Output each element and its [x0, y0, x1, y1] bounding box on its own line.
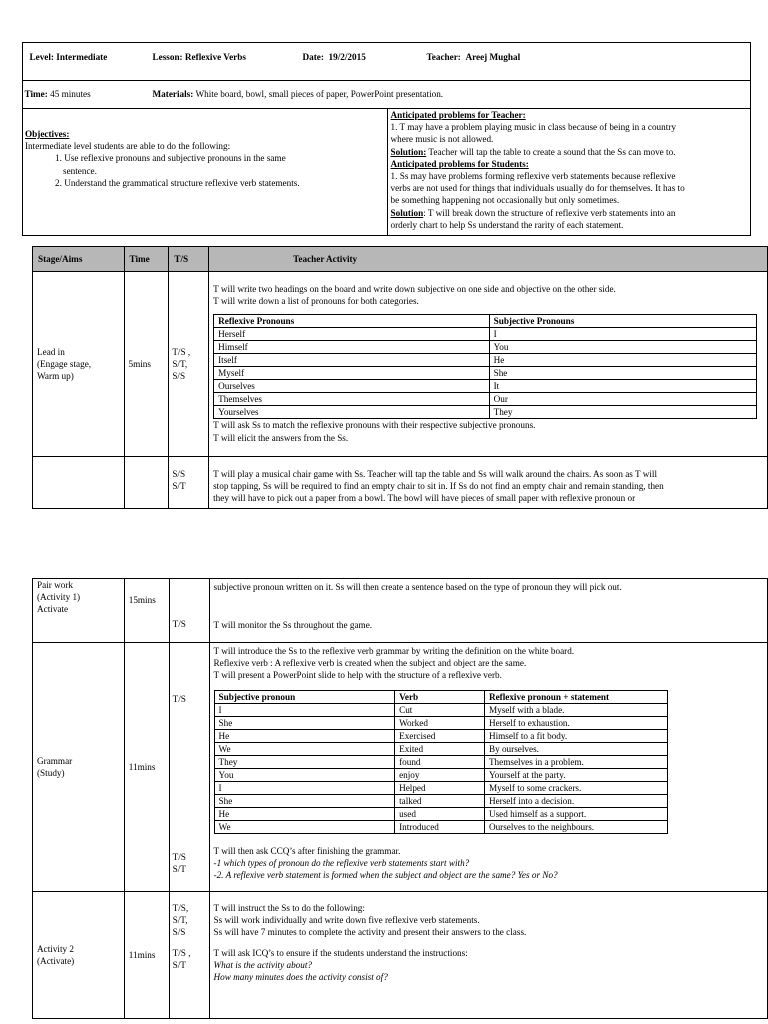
- pair-work-activity: [209, 579, 767, 643]
- activity2-ts-2: T/S , S/T: [172, 947, 191, 970]
- game-row: [33, 457, 768, 509]
- pronoun-row: [214, 341, 757, 354]
- pronoun-table: [213, 314, 757, 419]
- anticipated-problems-cell: [387, 109, 750, 236]
- lesson-plan-table-continued: [32, 578, 768, 1019]
- activity2-icq-2: How many minutes does the activity consist of?: [213, 972, 388, 983]
- ap-teacher-label: Anticipated problems for Teacher:: [390, 110, 526, 120]
- grammar-row: [214, 768, 667, 781]
- lead-in-row: [33, 272, 768, 457]
- ap-students-3: be something happening not occasionally but only sometimes.: [390, 195, 620, 206]
- col-header-activity: Teacher Activity: [209, 247, 768, 272]
- pronoun-row-cell: Herself: [214, 328, 489, 341]
- objectives-label: Objectives:: [25, 129, 70, 139]
- grammar-row: [214, 820, 667, 833]
- pronoun-row-cell: She: [489, 367, 757, 380]
- grammar-row: [214, 742, 667, 755]
- grammar-row-cell: Used himself as a support.: [484, 807, 667, 820]
- time-label: Time:: [24, 88, 48, 99]
- grammar-row-cell: She: [214, 716, 395, 729]
- game-text-2: stop tapping, Ss will be required to find an empty chair to sit in. If Ss do not find an empty chair and remain standing, then: [213, 481, 664, 492]
- grammar-row-cell: They: [214, 755, 395, 768]
- grammar-row-cell: Himself to a fit body.: [484, 729, 667, 742]
- header-row-2: [23, 81, 751, 109]
- grammar-row: [214, 755, 667, 768]
- activity2-icq-1: What is the activity about?: [213, 959, 313, 970]
- activity2-stage: Activity 2 (Activate): [33, 892, 125, 1019]
- activity2-text-1: T will instruct the Ss to do the following:: [213, 903, 365, 913]
- game-text-1: T will play a musical chair game with Ss. Teacher will tap the table and Ss will walk around the chairs. As soon as T will: [213, 469, 658, 479]
- grammar-ccq-1: -1 which types of pronoun do the reflexive verb statements start with?: [213, 857, 470, 868]
- activity2-activity: [209, 892, 767, 1019]
- pronoun-row: [214, 393, 757, 406]
- grammar-row-cell: talked: [395, 794, 485, 807]
- ap-students-2: verbs are not used for things that individuals usually do for themselves. It has to: [390, 183, 685, 194]
- activity2-text-3: Ss will have 7 minutes to complete the activity and present their answers to the class.: [213, 927, 527, 938]
- grammar-ts-1: T/S: [172, 694, 186, 704]
- grammar-row-cell: Myself to some crackers.: [484, 781, 667, 794]
- grammar-row-cell: I: [214, 781, 395, 794]
- grammar-row-header-cell: Verb: [395, 690, 485, 703]
- teacher-label: Teacher:: [426, 51, 461, 62]
- activity2-icq-intro: T will ask ICQ’s to ensure if the students understand the instructions:: [213, 947, 468, 958]
- grammar-row-cell: By ourselves.: [484, 742, 667, 755]
- grammar-row-cell: He: [214, 807, 395, 820]
- grammar-row-cell: used: [395, 807, 485, 820]
- lead-in-after-2: T will elicit the answers from the Ss.: [213, 432, 349, 443]
- pair-work-ts: T/S: [169, 579, 209, 643]
- pronoun-row: [214, 380, 757, 393]
- lead-in-ts: T/S , S/T, S/S: [169, 272, 209, 457]
- game-text-3: they will have to pick out a paper from a bowl. The bowl will have pieces of small paper with reflexive pronoun or: [213, 493, 636, 504]
- pair-work-monitor: T will monitor the Ss throughout the game.: [213, 620, 373, 631]
- grammar-row-cell: enjoy: [395, 768, 485, 781]
- grammar-row-cell: I: [214, 703, 395, 716]
- solution-2-label: Solution: [390, 207, 424, 218]
- level-value: Intermediate: [56, 51, 108, 62]
- lead-in-after-1: T will ask Ss to match the reflexive pronouns with their respective subjective pronouns.: [213, 420, 536, 431]
- lead-in-time: 5mins: [124, 272, 169, 457]
- game-ts: S/S S/T: [169, 457, 209, 509]
- header-row-1: [23, 43, 751, 81]
- grammar-intro-2: Reflexive verb : A reflexive verb is created when the subject and object are the same.: [213, 658, 527, 669]
- pronoun-row-cell: You: [489, 341, 757, 354]
- col-header-time: Time: [124, 247, 169, 272]
- pronoun-row: [214, 406, 757, 419]
- pronoun-row-header-cell: Reflexive Pronouns: [214, 315, 489, 328]
- pronoun-row-cell: Himself: [214, 341, 489, 354]
- pronoun-row-cell: Yourselves: [214, 406, 489, 419]
- grammar-row-cell: Herself to exhaustion.: [484, 716, 667, 729]
- grammar-row-cell: Yourself at the party.: [484, 768, 667, 781]
- pair-work-stage: Pair work (Activity 1) Activate: [33, 579, 125, 643]
- pair-work-time: 15mins: [124, 579, 169, 643]
- lesson-plan-table: [32, 246, 768, 509]
- ap-teacher-1: 1. T may have a problem playing music in class because of being in a country: [390, 122, 676, 133]
- activity2-text-2: Ss will work individually and write down five reflexive verb statements.: [213, 915, 480, 926]
- grammar-row: [214, 729, 667, 742]
- pronoun-row-cell: Ourselves: [214, 380, 489, 393]
- grammar-row-cell: Worked: [395, 716, 485, 729]
- pronoun-row-header: [214, 315, 757, 328]
- lesson-value: Reflexive Verbs: [184, 51, 246, 62]
- pronoun-row-cell: They: [489, 406, 757, 419]
- grammar-row-cell: He: [214, 729, 395, 742]
- game-time: [124, 457, 169, 509]
- grammar-row-header-cell: Subjective pronoun: [214, 690, 395, 703]
- grammar-row-cell: Herself into a decision.: [484, 794, 667, 807]
- grammar-intro-1: T will introduce the Ss to the reflexive verb grammar by writing the definition on the white board.: [213, 646, 575, 656]
- grammar-row-cell: Myself with a blade.: [484, 703, 667, 716]
- pronoun-row: [214, 328, 757, 341]
- grammar-ccq-intro: T will then ask CCQ’s after finishing the grammar.: [213, 845, 401, 856]
- objectives-cell: [23, 109, 388, 236]
- grammar-row: [214, 807, 667, 820]
- lead-in-activity: [209, 272, 768, 457]
- grammar-row-cell: She: [214, 794, 395, 807]
- column-header-row: [33, 247, 768, 272]
- solution-1-label: Solution:: [390, 146, 427, 157]
- game-activity: [209, 457, 768, 509]
- solution-1: Teacher will tap the table to create a sound that the Ss can move to.: [428, 146, 676, 157]
- solution-2b: orderly chart to help Ss understand the rarity of each statement.: [390, 219, 624, 230]
- objective-1b: sentence.: [63, 165, 97, 176]
- grammar-row-cell: You: [214, 768, 395, 781]
- activity2-time: 11mins: [124, 892, 169, 1019]
- grammar-row-cell: Introduced: [395, 820, 485, 833]
- ap-students-label: Anticipated problems for Students:: [390, 158, 529, 169]
- teacher-value: Areej Mughal: [465, 51, 521, 62]
- objective-2: 2. Understand the grammatical structure reflexive verb statements.: [55, 177, 300, 188]
- grammar-row-header-cell: Reflexive pronoun + statement: [484, 690, 667, 703]
- activity2-ts-1: T/S, S/T, S/S: [172, 903, 189, 938]
- lead-in-intro-1: T will write two headings on the board and write down subjective on one side and objective on the other side.: [213, 284, 616, 294]
- grammar-ccq-2: -2. A reflexive verb statement is formed when the subject and object are the same? Yes or No?: [213, 870, 558, 881]
- level-label: Level:: [29, 51, 54, 62]
- game-stage: [33, 457, 125, 509]
- solution-2a: : T will break down the structure of reflexive verb statements into an: [423, 207, 676, 218]
- date-label: Date:: [302, 51, 324, 62]
- grammar-intro-3: T will present a PowerPoint slide to help with the structure of a reflexive verb.: [213, 670, 502, 681]
- grammar-stage: Grammar (Study): [33, 643, 125, 892]
- pronoun-row-cell: It: [489, 380, 757, 393]
- materials-label: Materials:: [152, 88, 194, 99]
- ap-teacher-2: where music is not allowed.: [390, 134, 494, 145]
- pronoun-row: [214, 367, 757, 380]
- grammar-ts-2: T/S S/T: [172, 852, 186, 875]
- grammar-row: [33, 643, 768, 892]
- grammar-row-cell: Exercised: [395, 729, 485, 742]
- grammar-time: 11mins: [124, 643, 169, 892]
- materials-value: White board, bowl, small pieces of paper, PowerPoint presentation.: [195, 88, 444, 99]
- grammar-row: [214, 794, 667, 807]
- pronoun-row: [214, 354, 757, 367]
- ap-students-1: 1. Ss may have problems forming reflexive verb statements because reflexive: [390, 171, 676, 182]
- grammar-row-cell: We: [214, 742, 395, 755]
- activity2-row: [33, 892, 768, 1019]
- grammar-row: [214, 781, 667, 794]
- pronoun-row-cell: Our: [489, 393, 757, 406]
- activity2-ts-cell: [169, 892, 209, 1019]
- pronoun-row-cell: Themselves: [214, 393, 489, 406]
- objectives-intro: Intermediate level students are able to do the following:: [25, 141, 231, 152]
- grammar-row-cell: Exited: [395, 742, 485, 755]
- pronoun-row-cell: Itself: [214, 354, 489, 367]
- grammar-row-header: [214, 690, 667, 703]
- grammar-row-cell: Helped: [395, 781, 485, 794]
- grammar-row-cell: Cut: [395, 703, 485, 716]
- pair-work-text: subjective pronoun written on it. Ss will then create a sentence based on the type of pronoun they will pick out.: [213, 582, 622, 592]
- col-header-stage: Stage/Aims: [33, 247, 125, 272]
- lesson-header-table: [22, 42, 751, 236]
- grammar-activity: [209, 643, 767, 892]
- grammar-row: [214, 703, 667, 716]
- pronoun-row-cell: I: [489, 328, 757, 341]
- col-header-ts: T/S: [169, 247, 209, 272]
- grammar-row: [214, 716, 667, 729]
- pair-work-row: [33, 579, 768, 643]
- lead-in-intro-2: T will write down a list of pronouns for both categories.: [213, 296, 419, 307]
- lead-in-stage: Lead in (Engage stage, Warm up): [33, 272, 125, 457]
- pronoun-row-cell: He: [489, 354, 757, 367]
- date-value: 19/2/2015: [328, 51, 366, 62]
- grammar-row-cell: Ourselves to the neighbours.: [484, 820, 667, 833]
- grammar-row-cell: Themselves in a problem.: [484, 755, 667, 768]
- objective-1a: 1. Use reflexive pronouns and subjective pronouns in the same: [55, 153, 286, 164]
- time-value: 45 minutes: [50, 88, 91, 99]
- pronoun-row-header-cell: Subjective Pronouns: [489, 315, 757, 328]
- lesson-label: Lesson:: [152, 51, 183, 62]
- grammar-row-cell: We: [214, 820, 395, 833]
- grammar-table: [214, 690, 668, 834]
- grammar-ts-cell: [169, 643, 209, 892]
- grammar-row-cell: found: [395, 755, 485, 768]
- pronoun-row-cell: Myself: [214, 367, 489, 380]
